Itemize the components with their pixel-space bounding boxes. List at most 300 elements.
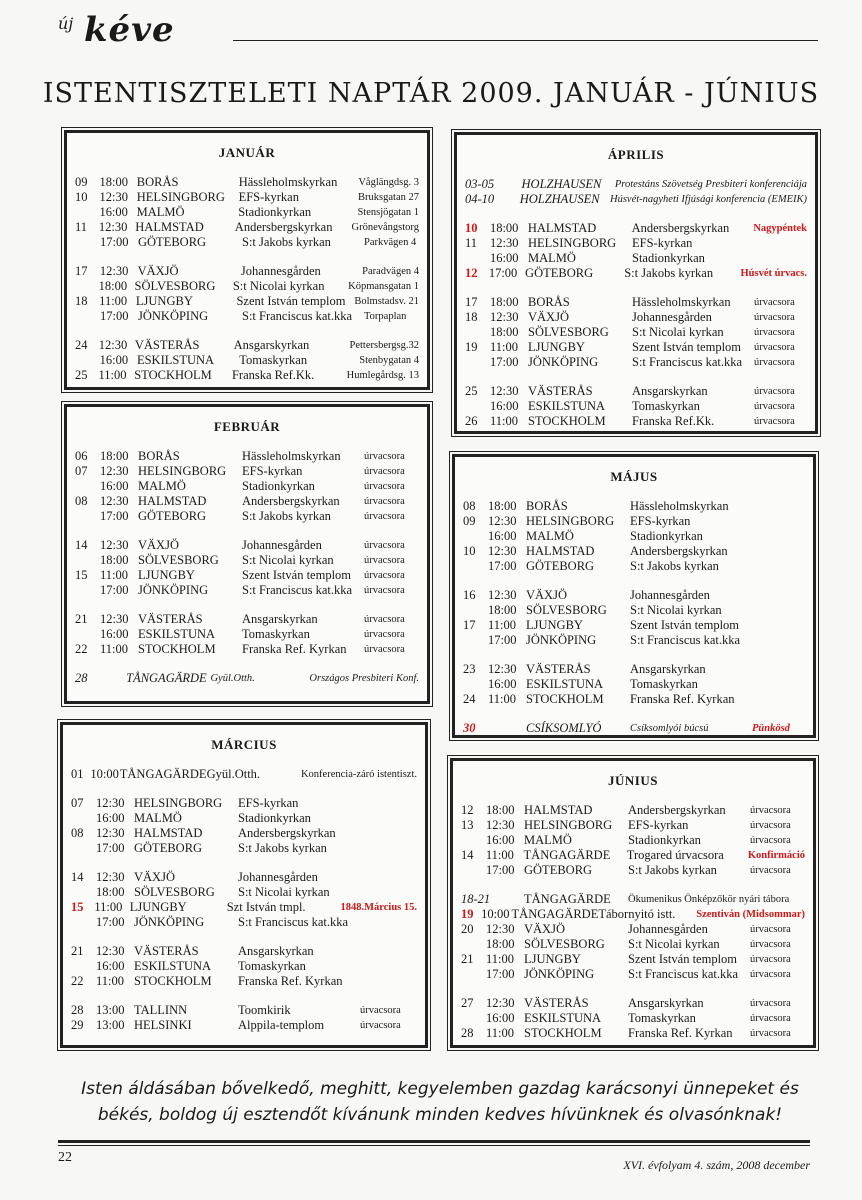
event-city: STOCKHOLM — [138, 642, 216, 656]
event-row — [75, 338, 419, 353]
event-date — [465, 355, 490, 370]
event-place: Franska Ref.Kk. — [231, 368, 315, 382]
event-place: Johannesgården — [240, 264, 321, 278]
event-place: Stadionkyrkan — [238, 811, 311, 825]
event-city: TÅNGAGÄRDE — [524, 892, 611, 906]
event-date: 11 — [75, 220, 88, 234]
event-city: VÄXJÖ — [524, 922, 565, 936]
event-date — [71, 885, 96, 900]
event-date: 30 — [463, 721, 476, 735]
event-row — [463, 618, 805, 633]
event-city: TÅNGAGÄRDE — [523, 848, 611, 862]
event-note: Húsvét úrvacs. — [740, 268, 807, 279]
event-note: úrvacsora — [364, 614, 405, 625]
event-row — [463, 514, 805, 529]
event-row — [461, 833, 805, 848]
event-city: LJUNGBY — [129, 900, 187, 914]
event-row — [463, 633, 805, 648]
event-row — [465, 251, 807, 266]
event-place: Toomkirik — [238, 1003, 291, 1017]
event-city: GÖTEBORG — [138, 509, 207, 523]
event-date: 18 — [75, 294, 88, 308]
event-city: HOLZHAUSEN — [519, 192, 600, 206]
event-date: 22 — [71, 974, 84, 988]
event-date — [75, 309, 100, 324]
event-city: TÅNGAGÄRDE — [126, 671, 207, 685]
event-time: 18:00 — [489, 221, 519, 235]
event-time: 12:30 — [100, 538, 129, 552]
event-city: SÖLVESBORG — [526, 603, 607, 617]
event-time: 18:00 — [99, 175, 128, 189]
event-time: 17:00 — [490, 355, 519, 369]
event-note: Stenbygatan 4 — [359, 355, 420, 366]
event-row — [71, 841, 417, 856]
event-city: HELSINGBORG — [134, 796, 223, 810]
event-city: MALMÖ — [136, 205, 185, 219]
event-date: 10 — [465, 221, 478, 235]
event-note: Protestáns Szövetség Presbiteri konferenciája — [614, 179, 807, 190]
event-city: VÄXJÖ — [528, 310, 569, 324]
event-time: 12:30 — [486, 996, 515, 1010]
event-time: 12:30 — [96, 944, 125, 958]
event-city: HELSINKI — [134, 1018, 192, 1032]
event-row — [75, 568, 419, 583]
event-place: Franska Ref. Kyrkan — [238, 974, 343, 988]
event-city: STOCKHOLM — [134, 974, 212, 988]
event-city: LJUNGBY — [524, 952, 581, 966]
event-place: Ansgarskyrkan — [242, 612, 318, 626]
event-time-empty — [488, 721, 526, 736]
event-city: SÖLVESBORG — [528, 325, 609, 339]
event-date: 10 — [75, 190, 88, 204]
event-date — [461, 833, 486, 848]
event-note: Konferencia-záró istentiszt. — [300, 769, 417, 780]
event-row — [75, 309, 419, 324]
event-row — [465, 355, 807, 370]
event-city: BORÅS — [526, 499, 568, 513]
event-place: Ansgarskyrkan — [632, 384, 708, 398]
event-time: 17:00 — [100, 583, 129, 597]
event-place: Ökumenikus Önképzőkör nyári tábora — [628, 894, 790, 905]
month-box-aprilis — [454, 132, 818, 434]
event-city: VÄSTERÅS — [134, 944, 199, 958]
event-note: úrvacsora — [754, 312, 795, 323]
event-place: S:t Jakobs kyrkan — [242, 509, 331, 523]
event-city: STOCKHOLM — [134, 368, 212, 382]
event-city: JÖNKÖPING — [138, 583, 209, 597]
event-row — [75, 538, 419, 553]
event-place: Andersbergskyrkan — [242, 494, 340, 508]
footer-rule — [58, 1140, 810, 1143]
event-time: 18:00 — [486, 803, 515, 817]
event-date: 26 — [465, 414, 478, 428]
event-row — [461, 907, 805, 922]
event-date — [75, 205, 99, 220]
event-row — [463, 529, 805, 544]
event-time: 12:30 — [488, 544, 517, 558]
event-date: 27 — [461, 996, 474, 1010]
event-time: 11:00 — [490, 414, 519, 428]
event-city: SÖLVESBORG — [524, 937, 605, 951]
event-city: GÖTEBORG — [525, 266, 594, 280]
event-time: 16:00 — [99, 205, 128, 219]
event-row-special — [75, 671, 419, 686]
event-time: 12:30 — [488, 514, 517, 528]
event-place: S:t Franciscus kat.kka — [242, 583, 353, 597]
event-place: Tomaskyrkan — [239, 353, 308, 367]
event-place: Szent István templom — [628, 952, 738, 966]
event-row — [75, 612, 419, 627]
event-city: HELSINGBORG — [138, 464, 227, 478]
event-row — [75, 175, 419, 190]
event-row — [75, 190, 419, 205]
event-note: úrvacsora — [750, 1013, 791, 1024]
event-date: 06 — [75, 449, 88, 463]
event-time: 17:00 — [488, 633, 517, 647]
event-place: EFS-kyrkan — [630, 514, 691, 528]
event-city: GÖTEBORG — [526, 559, 595, 573]
event-city: TÅNGAGÄRDE — [511, 907, 599, 921]
event-note: úrvacsora — [750, 805, 791, 816]
event-time: 16:00 — [100, 479, 129, 493]
event-row — [461, 848, 805, 863]
event-date: 20 — [461, 922, 474, 936]
month-title: JÚNIUS — [608, 773, 658, 788]
event-date: 21 — [71, 944, 84, 958]
footer-rule-thin — [58, 1145, 810, 1146]
event-time: 18:00 — [488, 499, 517, 513]
event-city: HALMSTAD — [527, 221, 597, 235]
month-title: MÁRCIUS — [211, 737, 277, 752]
event-time: 12:30 — [488, 662, 517, 676]
event-place: Tábornyitó istt. — [598, 907, 676, 921]
event-note: úrvacsora — [364, 570, 405, 581]
event-place: S:t Franciscus kat.kka — [630, 633, 741, 647]
event-place: Szt István tmpl. — [226, 900, 306, 914]
event-note: Bruksgatan 27 — [358, 192, 419, 203]
event-city: MALMÖ — [526, 529, 574, 543]
event-row — [465, 399, 807, 414]
event-place: Stadionkyrkan — [630, 529, 703, 543]
event-note: Bolmstadsv. 21 — [354, 296, 420, 307]
event-time: 18:00 — [96, 885, 125, 899]
event-date: 28 — [71, 1003, 84, 1017]
event-city: ESKILSTUNA — [138, 627, 216, 641]
event-row — [71, 826, 417, 841]
event-date: 19 — [461, 907, 474, 921]
event-row — [465, 384, 807, 399]
month-box-februar — [64, 404, 430, 704]
event-row — [461, 922, 805, 937]
event-time: 12:30 — [490, 236, 519, 250]
issue-info: XVI. évfolyam 4. szám, 2008 december — [623, 1158, 810, 1172]
event-time: 17:00 — [488, 559, 517, 573]
event-time: 16:00 — [488, 529, 517, 543]
event-city: VÄXJÖ — [137, 264, 179, 278]
event-date — [461, 967, 486, 982]
event-date — [463, 677, 488, 692]
event-note: Stensjögatan 1 — [357, 207, 419, 218]
event-time: 12:30 — [490, 384, 519, 398]
event-date: 14 — [71, 870, 84, 884]
event-time: 11:00 — [485, 848, 514, 862]
event-date — [465, 399, 490, 414]
event-row — [463, 677, 805, 692]
event-city: VÄSTERÅS — [138, 612, 203, 626]
event-note: 1848.Március 15. — [340, 902, 418, 913]
event-date: 21 — [461, 952, 474, 966]
event-note: úrvacsora — [754, 401, 795, 412]
event-note: úrvacsora — [364, 481, 405, 492]
event-note: úrvacsora — [750, 939, 791, 950]
event-time: 16:00 — [490, 251, 519, 265]
event-row — [463, 692, 805, 707]
event-city: TÅNGAGÄRDE — [119, 767, 207, 781]
event-time: 12:30 — [96, 796, 125, 810]
event-row — [75, 494, 419, 509]
event-city: VÄSTERÅS — [526, 662, 591, 676]
event-time: 12:30 — [100, 494, 129, 508]
event-city: LJUNGBY — [138, 568, 195, 582]
event-place: Szent István templom — [632, 340, 742, 354]
event-city: TALLINN — [134, 1003, 188, 1017]
event-time: 12:30 — [98, 220, 128, 234]
month-box-majus — [452, 454, 816, 738]
event-row — [75, 294, 419, 309]
event-city: VÄXJÖ — [134, 870, 175, 884]
event-row — [71, 885, 417, 900]
event-time: 11:00 — [488, 692, 517, 706]
event-time: 16:00 — [99, 353, 129, 367]
event-place: EFS-kyrkan — [242, 464, 303, 478]
event-note: úrvacsora — [364, 555, 405, 566]
event-place: Hässleholmskyrkan — [630, 499, 729, 513]
event-city: BORÅS — [136, 175, 179, 189]
event-date: 01 — [71, 767, 84, 781]
event-place: Johannesgården — [242, 538, 322, 552]
event-row — [465, 295, 807, 310]
event-city: BORÅS — [528, 295, 570, 309]
event-place: Tomaskyrkan — [238, 959, 306, 973]
event-time: 10:00 — [90, 767, 119, 781]
event-place: Stadionkyrkan — [628, 833, 701, 847]
event-time: 16:00 — [486, 1011, 515, 1025]
event-date: 28 — [75, 671, 88, 685]
event-note: úrvacsora — [750, 835, 791, 846]
event-date — [71, 915, 96, 930]
event-place: S:t Nicolai kyrkan — [630, 603, 722, 617]
event-note: úrvacsora — [360, 1020, 401, 1031]
event-city: HOLZHAUSEN — [521, 177, 602, 191]
event-time: 12:30 — [100, 612, 129, 626]
month-title: JANUÁR — [218, 145, 276, 160]
event-row — [461, 1011, 805, 1026]
event-time: 12:30 — [486, 922, 515, 936]
event-time: 17:00 — [100, 309, 129, 323]
event-city: ESKILSTUNA — [136, 353, 215, 367]
event-date — [461, 1011, 486, 1026]
event-date — [75, 553, 100, 568]
event-row-special — [465, 177, 807, 192]
event-row — [71, 959, 417, 974]
event-city: JÖNKÖPING — [528, 355, 599, 369]
event-date: 18-21 — [461, 892, 491, 906]
event-date: 17 — [465, 295, 478, 309]
event-city: VÄSTERÅS — [134, 338, 200, 352]
event-place: EFS-kyrkan — [632, 236, 693, 250]
event-place: Ansgarskyrkan — [238, 944, 314, 958]
event-note: úrvacsora — [364, 540, 405, 551]
event-row — [75, 627, 419, 642]
event-place: EFS-kyrkan — [628, 818, 689, 832]
event-row — [75, 509, 419, 524]
event-time: 11:00 — [100, 642, 129, 656]
event-city: HALMSTAD — [134, 826, 203, 840]
greeting — [60, 1076, 820, 1128]
event-place: Franska Ref. Kyrkan — [242, 642, 347, 656]
event-time: 17:00 — [100, 235, 129, 249]
event-row — [463, 662, 805, 677]
event-note: úrvacsora — [754, 297, 795, 308]
event-note: Szentiván (Midsommar) — [696, 909, 806, 920]
event-city: JÖNKÖPING — [138, 309, 209, 323]
event-city: ESKILSTUNA — [524, 1011, 602, 1025]
event-place: Tomaskyrkan — [628, 1011, 696, 1025]
event-city: GÖTEBORG — [138, 235, 207, 249]
event-place: Andersbergskyrkan — [630, 544, 728, 558]
event-row — [71, 811, 417, 826]
month-box-junius — [450, 758, 816, 1048]
greeting-line-2: békés, boldog új esztendőt kívánunk minden kedves hívünknek és olvasónknak! — [97, 1105, 783, 1125]
event-date: 08 — [71, 826, 84, 840]
event-date: 09 — [75, 175, 88, 189]
event-time: 13:00 — [96, 1003, 125, 1017]
event-place: EFS-kyrkan — [238, 190, 299, 204]
event-note: Humlegårdsg. 13 — [346, 370, 419, 381]
event-date — [75, 279, 99, 294]
event-time: 12:30 — [99, 264, 129, 278]
event-place: Johannesgården — [632, 310, 712, 324]
event-date: 14 — [75, 538, 88, 552]
event-city: VÄSTERÅS — [524, 996, 589, 1010]
event-place: Csíksomlyói búcsú — [630, 723, 709, 734]
event-date: 23 — [463, 662, 476, 676]
event-city: ESKILSTUNA — [528, 399, 606, 413]
event-note: Pettersbergsg.32 — [349, 340, 420, 351]
event-time: 11:00 — [486, 1026, 515, 1040]
event-row — [75, 479, 419, 494]
event-time: 11:00 — [490, 340, 519, 354]
event-row — [461, 937, 805, 952]
event-place: Tomaskyrkan — [632, 399, 700, 413]
event-place: Andersbergskyrkan — [238, 826, 336, 840]
event-time: 18:00 — [490, 325, 519, 339]
event-place: S:t Nicolai kyrkan — [628, 937, 720, 951]
event-place: S:t Jakobs kyrkan — [242, 235, 331, 249]
event-date — [465, 325, 490, 340]
event-place: S:t Jakobs kyrkan — [238, 841, 327, 855]
event-city: GÖTEBORG — [524, 863, 593, 877]
event-place: Franska Ref. Kyrkan — [630, 692, 735, 706]
event-note: Pünkösd — [752, 723, 790, 734]
event-place: S:t Franciscus kat.kka — [238, 915, 349, 929]
event-row — [463, 559, 805, 574]
event-city: ESKILSTUNA — [526, 677, 604, 691]
event-date — [463, 633, 488, 648]
event-note: úrvacsora — [750, 1028, 791, 1039]
event-row — [465, 310, 807, 325]
event-city: STOCKHOLM — [524, 1026, 602, 1040]
event-time: 11:00 — [100, 568, 129, 582]
event-note: Parkvägen 4 — [364, 237, 417, 248]
event-place: Ansgarskyrkan — [233, 338, 310, 352]
event-date — [463, 559, 488, 574]
event-date: 24 — [75, 338, 88, 352]
event-time: 12:30 — [486, 818, 515, 832]
month-box-marcius — [60, 722, 428, 1048]
event-date: 13 — [461, 818, 474, 832]
event-date: 25 — [465, 384, 478, 398]
event-place: Szent István templom — [242, 568, 352, 582]
event-place: S:t Franciscus kat.kka — [242, 309, 353, 323]
event-date: 09 — [463, 514, 476, 528]
event-place: Gyül.Otth. — [210, 673, 255, 684]
event-city: MALMÖ — [528, 251, 576, 265]
event-note: Konfirmáció — [747, 850, 805, 861]
event-date: 28 — [461, 1026, 474, 1040]
event-city: MALMÖ — [138, 479, 186, 493]
event-time: 12:30 — [98, 338, 128, 352]
event-row — [465, 414, 807, 429]
event-row — [461, 967, 805, 982]
event-note: úrvacsora — [750, 820, 791, 831]
event-time: 16:00 — [100, 627, 129, 641]
event-time: 18:00 — [486, 937, 515, 951]
event-note: úrvacsora — [750, 954, 791, 965]
event-place: S:t Jakobs kyrkan — [630, 559, 719, 573]
event-note: úrvacsora — [750, 969, 791, 980]
event-note: úrvacsora — [754, 386, 795, 397]
event-note: úrvacsora — [364, 496, 405, 507]
greeting-line-1: Isten áldásában bővelkedő, meghitt, kegyelemben gazdag karácsonyi ünnepeket és — [81, 1079, 799, 1099]
event-note: úrvacsora — [364, 511, 405, 522]
event-city: ESKILSTUNA — [134, 959, 212, 973]
event-city: HALMSTAD — [135, 220, 204, 234]
event-time: 11:00 — [94, 900, 123, 914]
event-date: 29 — [71, 1018, 84, 1032]
event-note: Húsvét-nagyheti Ifjúsági konferencia (EMEIK) — [609, 194, 807, 205]
event-city: HALMSTAD — [526, 544, 595, 558]
event-place: Alppila-templom — [238, 1018, 325, 1032]
event-row — [75, 220, 419, 235]
event-row — [75, 368, 419, 383]
month-title: MÁJUS — [610, 469, 658, 484]
event-row — [75, 553, 419, 568]
event-time: 16:00 — [490, 399, 519, 413]
event-place: Johannesgården — [238, 870, 318, 884]
event-place: Tomaskyrkan — [630, 677, 698, 691]
event-row-special — [463, 721, 805, 736]
event-time: 17:00 — [486, 863, 515, 877]
event-date — [75, 627, 100, 642]
event-place: S:t Franciscus kat.kka — [628, 967, 739, 981]
event-row — [75, 235, 419, 250]
event-note: úrvacsora — [750, 865, 791, 876]
event-city: LJUNGBY — [135, 294, 193, 308]
event-time: 12:30 — [490, 310, 519, 324]
event-row — [461, 1026, 805, 1041]
event-time: 17:00 — [96, 841, 125, 855]
